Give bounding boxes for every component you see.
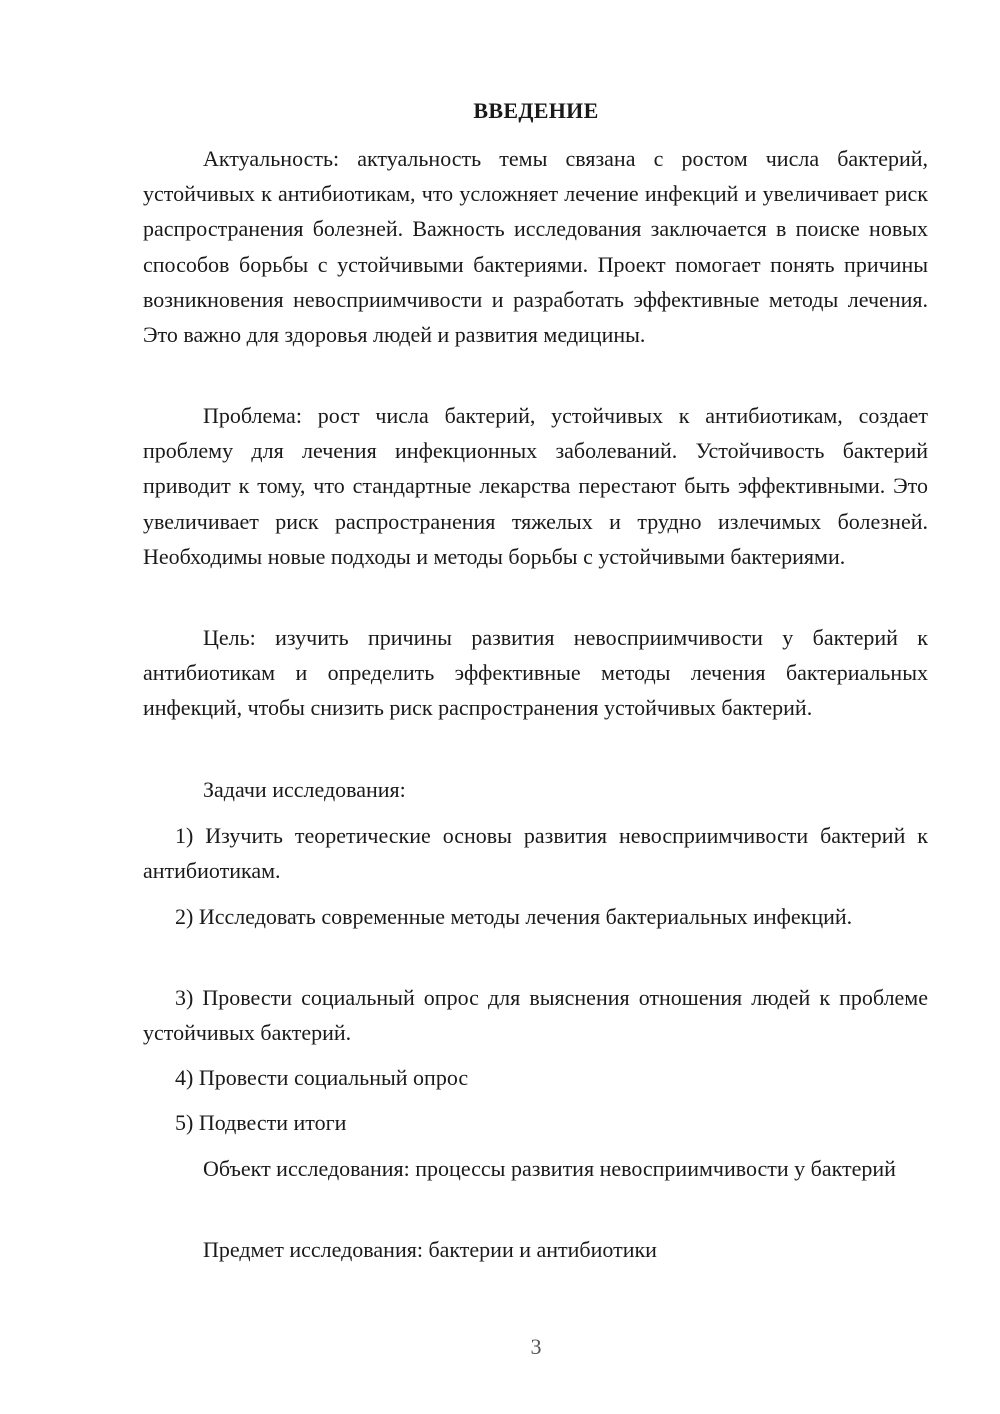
page-title: ВВЕДЕНИЕ — [473, 98, 599, 123]
task-item-4: 4) Провести социальный опрос — [175, 1065, 469, 1090]
task-item-2: 2) Исследовать современные методы лечения бактериальных инфекций. — [175, 904, 853, 929]
task-item-3: 3) Провести социальный опрос для выяснения отношения людей к проблеме устойчивых бактерий. — [143, 985, 928, 1046]
research-object-paragraph: Объект исследования: процессы развития невосприимчивости у бактерий — [203, 1156, 896, 1181]
task-item-1: 1) Изучить теоретические основы развития невосприимчивости бактерий к антибиотикам. — [143, 823, 928, 884]
problem-paragraph: Проблема: рост числа бактерий, устойчивых к антибиотикам, создает проблему для лечения инфекционных заболеваний. Устойчивость бактерий приводит к тому, что стандартные лекарства перестают быть эффективными. Это увеличивает риск распространения тяжелых и трудно излечимых болезней. Необходимы новые подходы и методы борьбы с устойчивыми бактериями. — [143, 403, 928, 569]
goal-paragraph: Цель: изучить причины развития невосприимчивости у бактерий к антибиотикам и определить эффективные методы лечения бактериальных инфекций, чтобы снизить риск распространения устойчивых бактерий. — [143, 625, 928, 721]
tasks-heading: Задачи исследования: — [203, 777, 406, 802]
relevance-paragraph: Актуальность: актуальность темы связана с ростом числа бактерий, устойчивых к антибиотикам, что усложняет лечение инфекций и увеличивает риск распространения болезней. Важность исследования заключается в поиске новых способов борьбы с устойчивыми бактериями. Проект помогает понять причины возникновения невосприимчивости и разработать эффективные методы лечения. Это важно для здоровья людей и развития медицины. — [143, 146, 928, 348]
research-subject-paragraph: Предмет исследования: бактерии и антибиотики — [203, 1237, 657, 1262]
page-number: 3 — [530, 1334, 542, 1359]
task-item-5: 5) Подвести итоги — [175, 1110, 347, 1135]
